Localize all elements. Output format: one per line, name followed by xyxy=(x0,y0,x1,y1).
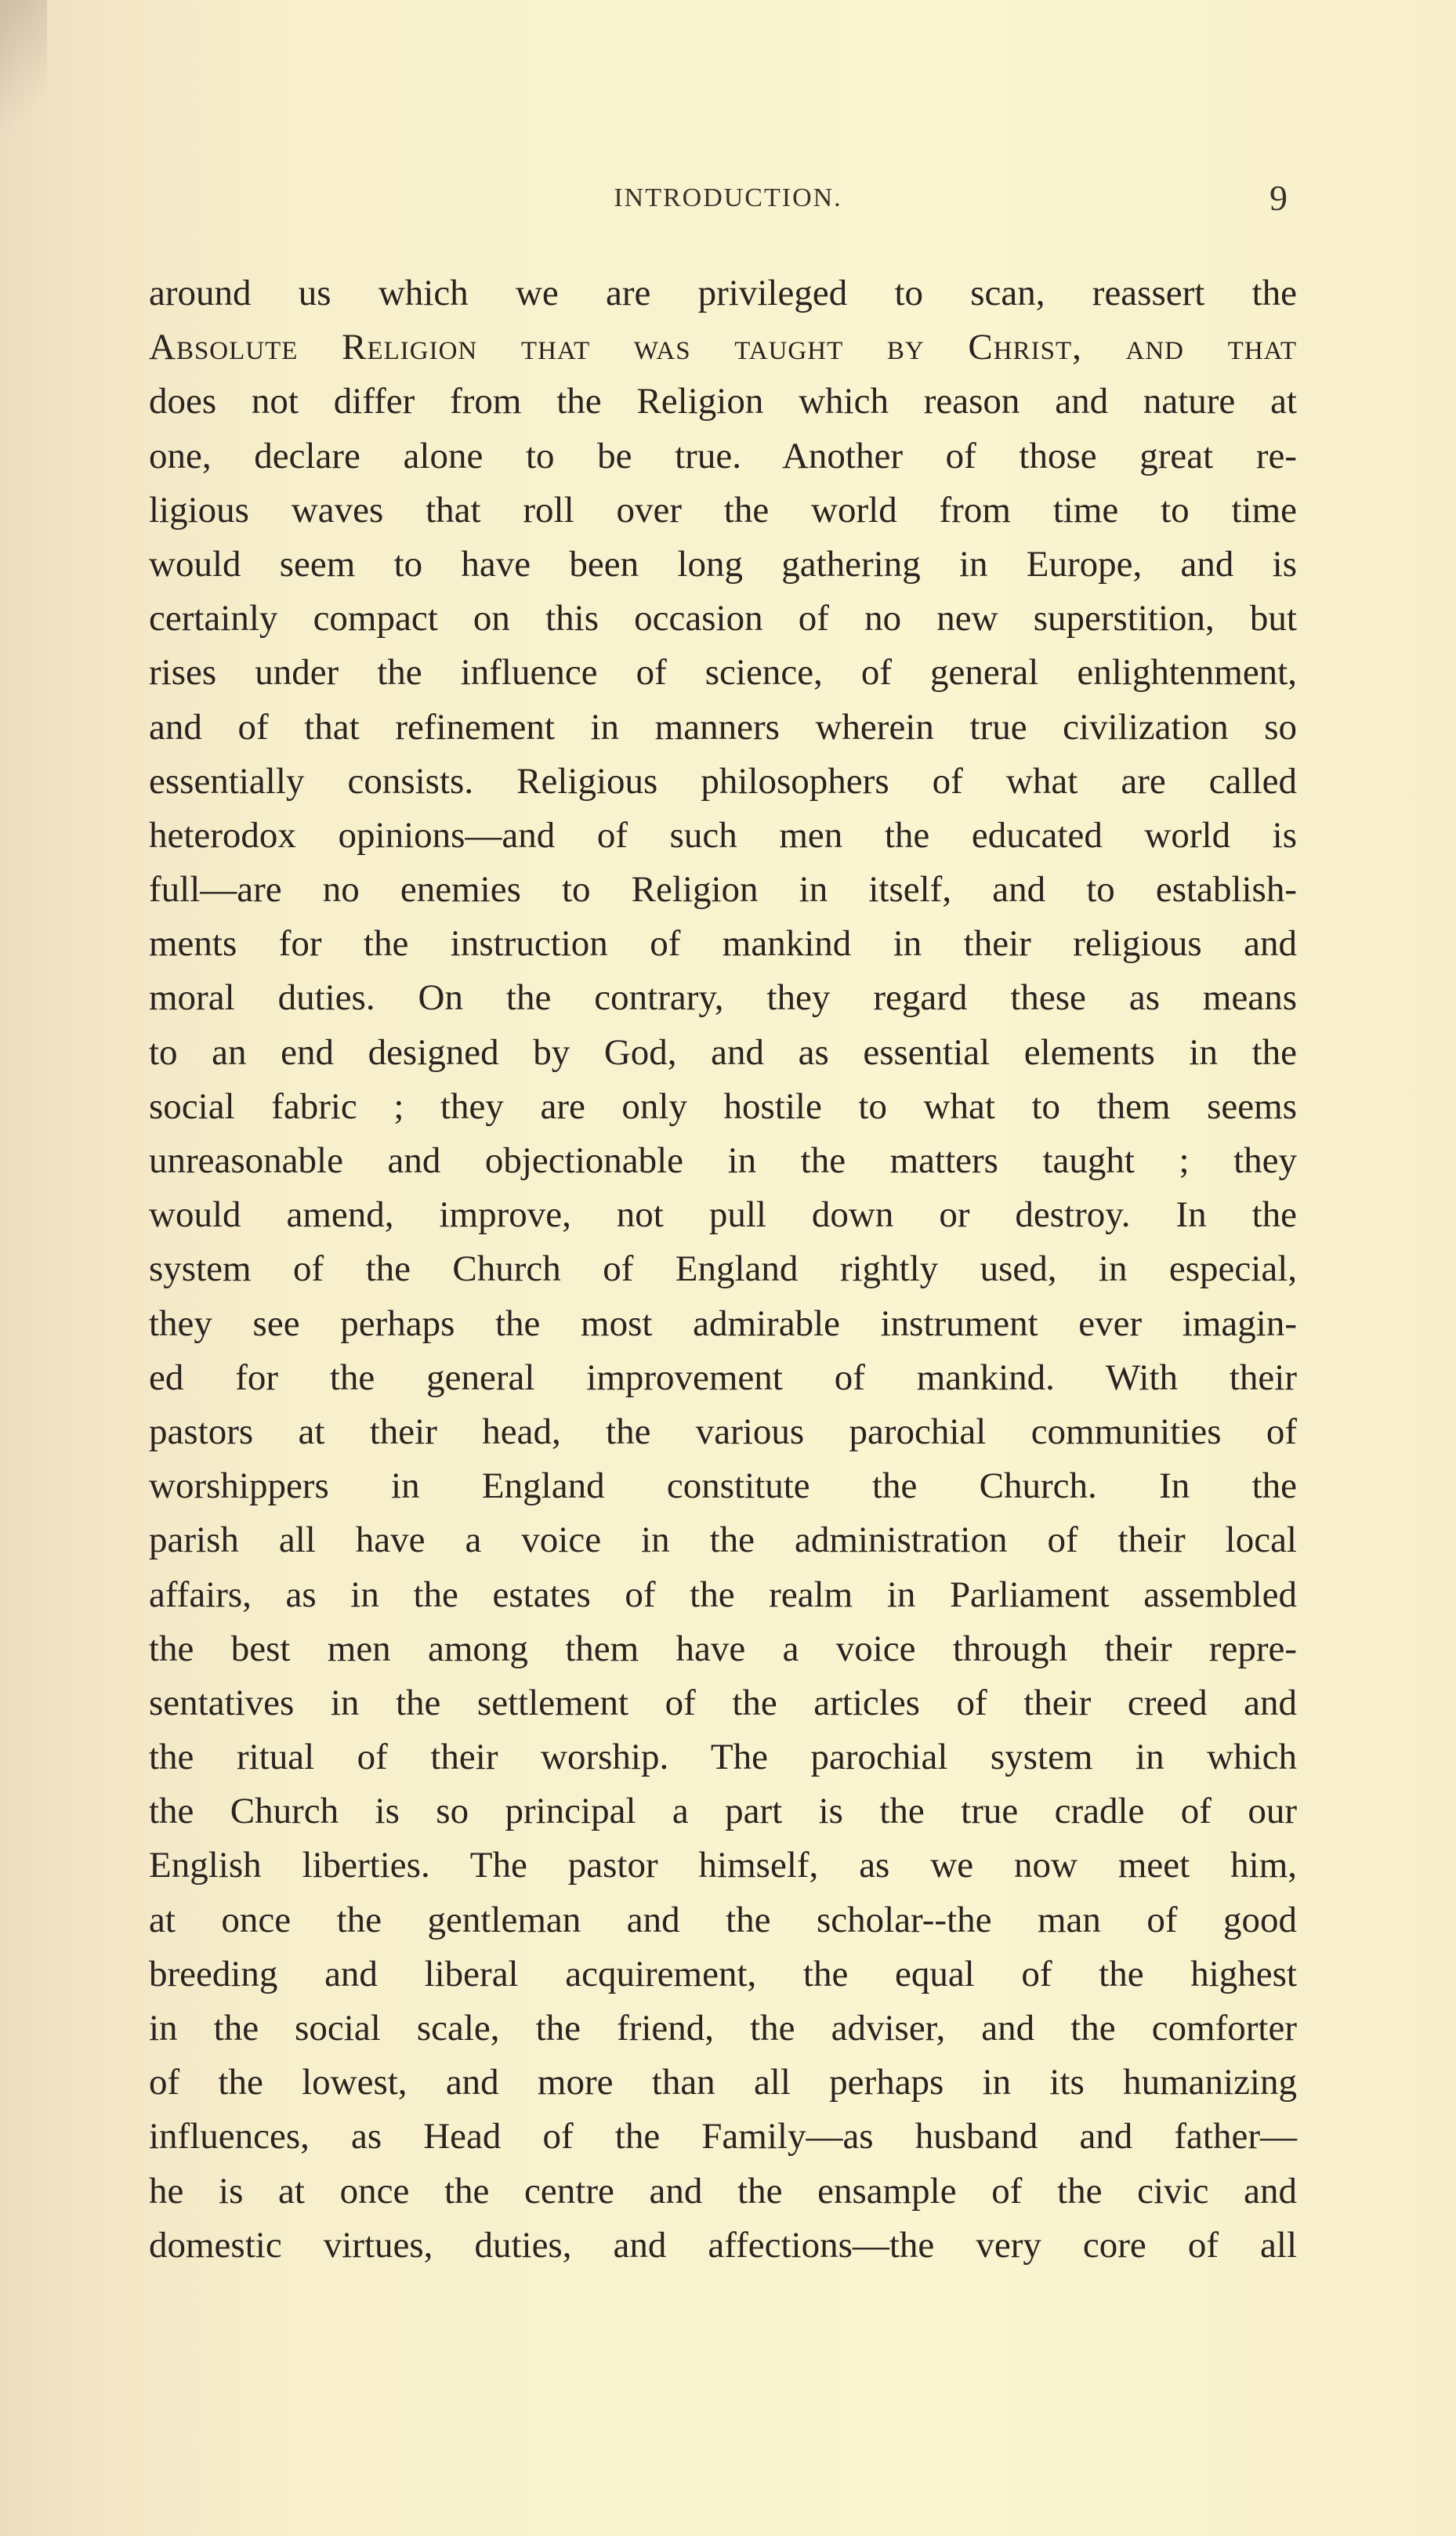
text-line xyxy=(149,1839,1297,1893)
text-line xyxy=(149,971,1297,1025)
text-line xyxy=(149,1405,1297,1459)
text-line xyxy=(149,1459,1297,1513)
text-line-content: ed for the general improvement of mankind. With their xyxy=(149,1357,1297,1398)
text-line-content: the ritual of their worship. The parochial system in which xyxy=(149,1737,1297,1778)
text-line xyxy=(149,2219,1297,2273)
text-line xyxy=(149,863,1297,917)
text-line xyxy=(149,1351,1297,1405)
text-line-content: worshippers in England constitute the Church. In the xyxy=(149,1465,1297,1507)
text-line-content: in the social scale, the friend, the adviser, and the comforter xyxy=(149,2008,1297,2049)
text-line xyxy=(149,2110,1297,2164)
text-line-content: he is at once the centre and the ensample of the civic and xyxy=(149,2170,1297,2212)
text-line-content: full—are no enemies to Religion in itself, and to establish- xyxy=(149,869,1297,911)
text-line xyxy=(149,917,1297,971)
text-line-content: heterodox opinions—and of such men the educated world is xyxy=(149,814,1297,856)
text-line xyxy=(149,2165,1297,2219)
text-line-content: essentially consists. Religious philosophers of what are called xyxy=(149,760,1297,802)
text-line xyxy=(149,538,1297,592)
text-line xyxy=(149,484,1297,538)
text-line-content: breeding and liberal acquirement, the equal of the highest xyxy=(149,1953,1297,1994)
text-line-content: unreasonable and objectionable in the matters taught ; they xyxy=(149,1140,1297,1181)
text-line xyxy=(149,809,1297,863)
text-line xyxy=(149,266,1297,321)
text-line xyxy=(149,755,1297,809)
text-line-content: at once the gentleman and the scholar--the man of good xyxy=(149,1899,1297,1940)
text-line xyxy=(149,1622,1297,1676)
page-number: 9 xyxy=(1269,178,1288,218)
text-line-content: Absolute Religion that was taught by Christ, and that xyxy=(149,327,1297,368)
text-line xyxy=(149,321,1297,375)
text-line-content: ligious waves that roll over the world from time to time xyxy=(149,489,1297,531)
page-header xyxy=(0,177,1456,224)
text-line xyxy=(149,1568,1297,1622)
text-line xyxy=(149,1784,1297,1839)
text-line-content: ments for the instruction of mankind in their religious and xyxy=(149,923,1297,965)
text-line-content: English liberties. The pastor himself, as we now meet him, xyxy=(149,1845,1297,1886)
text-line-content: influences, as Head of the Family—as husband and father— xyxy=(149,2116,1297,2157)
text-line-content: of the lowest, and more than all perhaps in its humanizing xyxy=(149,2062,1297,2103)
running-head: INTRODUCTION. xyxy=(614,183,842,212)
text-line xyxy=(149,1513,1297,1567)
text-line xyxy=(149,701,1297,755)
text-line xyxy=(149,1730,1297,1784)
text-line-content: moral duties. On the contrary, they regard these as means xyxy=(149,977,1297,1019)
text-line xyxy=(149,1134,1297,1188)
text-line-content: sentatives in the settlement of the articles of their creed and xyxy=(149,1682,1297,1723)
text-line xyxy=(149,1188,1297,1242)
text-line xyxy=(149,1242,1297,1296)
text-line xyxy=(149,1080,1297,1134)
text-line-content: would seem to have been long gathering in Europe, and is xyxy=(149,543,1297,585)
text-line xyxy=(149,375,1297,429)
text-line-content: to an end designed by God, and as essential elements in the xyxy=(149,1031,1297,1073)
text-line xyxy=(149,1297,1297,1351)
text-line-content: rises under the influence of science, of general enlightenment, xyxy=(149,652,1297,694)
text-line xyxy=(149,1026,1297,1080)
text-line-content: certainly compact on this occasion of no new superstition, but xyxy=(149,598,1297,639)
text-line-content: social fabric ; they are only hostile to what to them seems xyxy=(149,1085,1297,1127)
text-line xyxy=(149,1893,1297,1947)
text-line xyxy=(149,2002,1297,2056)
text-line-content: system of the Church of England rightly used, in especial, xyxy=(149,1248,1297,1290)
body-text xyxy=(149,266,1297,2273)
text-line-content: pastors at their head, the various parochial communities of xyxy=(149,1411,1297,1452)
text-line-content: parish all have a voice in the administration of their local xyxy=(149,1520,1297,1561)
text-line-content: they see perhaps the most admirable instrument ever imagin- xyxy=(149,1302,1297,1344)
text-line-content: around us which we are privileged to scan, reassert the xyxy=(149,273,1297,313)
text-line-content: one, declare alone to be true. Another of those great re- xyxy=(149,435,1297,476)
text-line xyxy=(149,1676,1297,1730)
text-line-content: domestic virtues, duties, and affections—the very core of all xyxy=(149,2224,1297,2266)
text-line xyxy=(149,592,1297,646)
page-edge-shadow xyxy=(0,0,47,157)
text-line xyxy=(149,429,1297,484)
text-line-content: would amend, improve, not pull down or destroy. In the xyxy=(149,1194,1297,1236)
text-line xyxy=(149,646,1297,700)
text-line-content: and of that refinement in manners wherein true civilization so xyxy=(149,706,1297,748)
text-line-content: does not differ from the Religion which reason and nature at xyxy=(149,381,1297,422)
text-line-content: the best men among them have a voice through their repre- xyxy=(149,1628,1297,1669)
text-line xyxy=(149,2056,1297,2110)
text-line-content: affairs, as in the estates of the realm in Parliament assembled xyxy=(149,1574,1297,1615)
text-line-content: the Church is so principal a part is the true cradle of our xyxy=(149,1791,1297,1832)
text-line xyxy=(149,1947,1297,2002)
